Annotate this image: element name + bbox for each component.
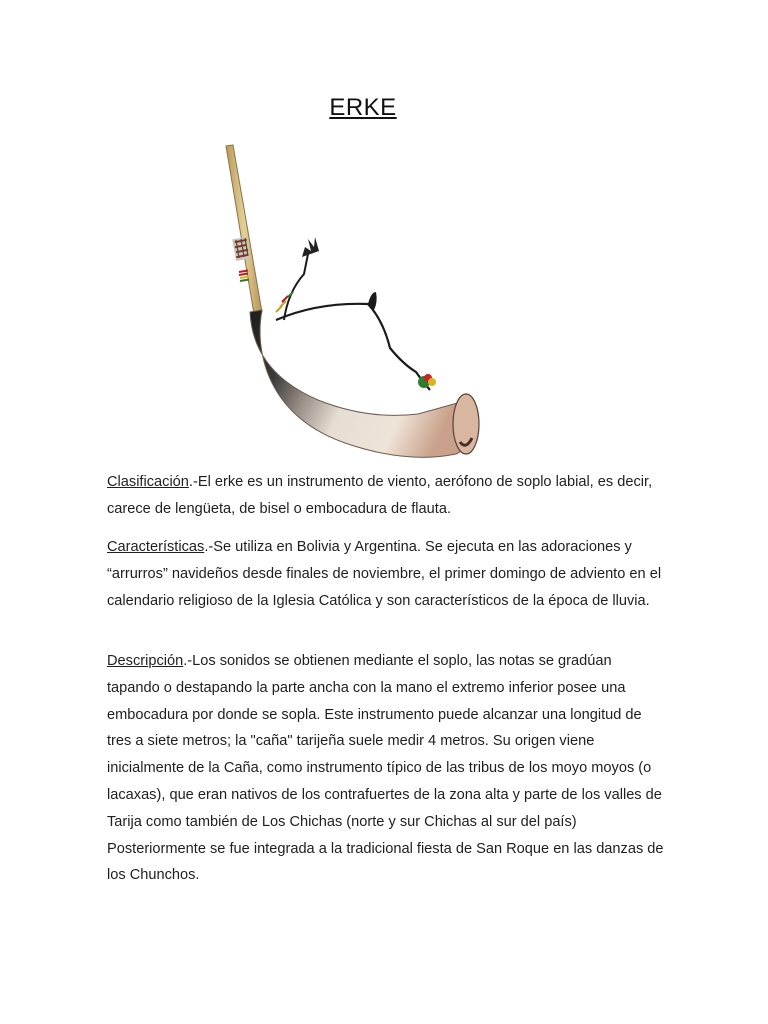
erke-instrument-photo (218, 142, 488, 460)
page-title: ERKE (329, 94, 397, 121)
section-text: .-Los sonidos se obtienen mediante el soplo, las notas se gradúan tapando o destapando la parte ancha con la mano el extremo inferior posee una embocadura por donde se sopla. Este instrumento puede alcanzar una longitud de tres a siete metros; la "caña" tarijeña suele medir 4 metros. Su origen viene inicialmente de la Caña, como instrumento típico de las tribus de los moyo moyos (o lacaxas), que eran nativos de los contrafuertes de la zona alta y parte de los valles de Tarija como también de Los Chichas (norte y sur Chichas al sur del país) Posteriormente se fue integrada a la tradicional fiesta de San Roque en las danzas de los Chunchos. (107, 653, 664, 884)
section-term: Características (107, 539, 205, 555)
section-text: .-El erke es un instrumento de viento, aerófono de soplo labial, es decir, carece de lengüeta, de bisel o embocadura de flauta. (107, 474, 653, 517)
section-caracteristicas (107, 534, 667, 614)
section-text: .-Se utiliza en Bolivia y Argentina. Se ejecuta en las adoraciones y “arrurros” navideños desde finales de noviembre, el primer domingo de adviento en el calendario religioso de la Iglesia Católica y son característicos de la época de lluvia. (107, 539, 662, 609)
section-descripcion (107, 648, 667, 889)
section-term: Clasificación (107, 474, 189, 490)
section-term: Descripción (107, 653, 184, 669)
section-clasificacion (107, 469, 667, 523)
